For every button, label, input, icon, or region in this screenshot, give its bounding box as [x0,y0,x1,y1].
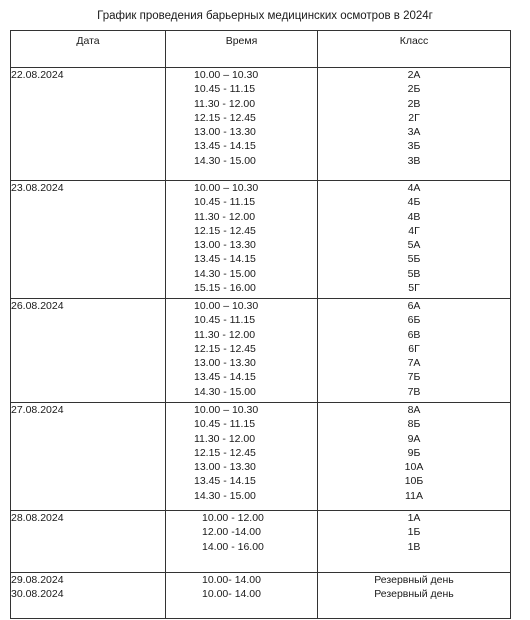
schedule-row [11,68,511,181]
date-cell [11,68,166,181]
time-slot: 13.45 - 14.15 [194,475,256,488]
time-cell [166,299,318,403]
class-name: 5В [407,267,421,280]
time-slot: 15.15 - 16.00 [194,282,256,295]
date-text: 27.08.2024 [11,404,64,416]
schedule-row [11,573,511,619]
class-name: 3А [407,126,421,139]
time-cell [166,181,318,299]
class-name: 6В [407,328,421,341]
class-name: 4Г [408,224,420,237]
time-slot: 13.00 - 13.30 [194,357,256,370]
class-name: 10А [404,461,424,474]
time-slot: 10.45 - 11.15 [194,314,256,327]
class-name: 6Б [407,314,421,327]
schedule-row [11,403,511,511]
time-slot: 13.00 - 13.30 [194,126,256,139]
class-cell [318,573,511,619]
class-name: 1А [407,512,421,524]
class-name: Резервный день [374,574,454,586]
time-slot: 13.45 - 14.15 [194,253,256,266]
time-cell [166,573,318,619]
date-text: 29.08.2024 [11,574,64,586]
time-slot: 10.00- 14.00 [202,574,261,586]
date-text: 28.08.2024 [11,512,64,524]
class-name: 5Г [408,282,420,295]
time-slot: 14.30 - 15.00 [194,489,256,502]
time-slot: 12.15 - 12.45 [194,446,256,459]
date-text: 26.08.2024 [11,300,64,312]
time-slot: 14.30 - 15.00 [194,385,256,398]
time-slot: 12.15 - 12.45 [194,224,256,237]
time-cell [166,403,318,511]
class-name: 1Б [407,526,421,539]
date-text: 30.08.2024 [11,588,64,601]
time-slot: 13.00 - 13.30 [194,461,256,474]
class-name: 7Б [407,371,421,384]
schedule-row [11,299,511,403]
class-name: 4А [407,182,421,194]
class-name: 2Б [407,83,421,96]
class-name: 7А [407,357,421,370]
class-name: 6Г [408,342,420,355]
class-name: 9А [407,432,421,445]
time-slot: 10.00 – 10.30 [194,182,259,194]
time-slot: 12.00 -14.00 [202,526,261,539]
schedule-body [11,68,511,619]
class-name: 7В [407,385,421,398]
date-text: 23.08.2024 [11,182,64,194]
date-cell [11,181,166,299]
date-cell [11,511,166,573]
class-name: 11А [405,489,423,502]
class-name: 10Б [404,475,424,488]
time-cell [166,68,318,181]
class-cell [318,403,511,511]
time-slot: 11.30 - 12.00 [194,97,256,110]
date-cell [11,403,166,511]
class-name: Резервный день [374,588,454,601]
header-class: Класс [318,31,511,68]
header-row [11,31,511,68]
time-cell [166,511,318,573]
time-slot: 10.00- 14.00 [202,588,261,601]
time-slot: 13.45 - 14.15 [194,371,256,384]
class-name: 4В [407,210,421,223]
schedule-table [10,30,511,619]
class-name: 3Б [407,140,421,153]
time-slot: 13.00 - 13.30 [194,239,256,252]
date-cell [11,573,166,619]
time-slot: 11.30 - 12.00 [194,328,256,341]
class-cell [318,299,511,403]
time-slot: 10.00 – 10.30 [194,300,259,312]
schedule-row [11,181,511,299]
time-slot: 14.30 - 15.00 [194,267,256,280]
class-name: 8А [407,404,421,416]
time-slot: 11.30 - 12.00 [194,210,256,223]
date-cell [11,299,166,403]
header-time: Время [166,31,318,68]
class-name: 1В [407,540,421,553]
time-slot: 10.00 – 10.30 [194,404,259,416]
class-name: 2Г [408,111,420,124]
document-title: График проведения барьерных медицинских осмотров в 2024г [97,10,433,22]
class-name: 4Б [407,196,421,209]
class-name: 9Б [407,446,421,459]
class-name: 8Б [407,418,421,431]
time-slot: 10.00 – 10.30 [194,69,259,81]
time-slot: 10.45 - 11.15 [194,418,256,431]
time-slot: 12.15 - 12.45 [194,342,256,355]
time-slot: 10.45 - 11.15 [194,83,256,96]
header-date: Дата [11,31,166,68]
class-cell [318,68,511,181]
class-name: 2В [407,97,421,110]
date-text: 22.08.2024 [11,69,64,81]
class-name: 5А [407,239,421,252]
time-slot: 14.00 - 16.00 [202,540,264,553]
schedule-row [11,511,511,573]
time-slot: 14.30 - 15.00 [194,154,256,167]
class-cell [318,181,511,299]
class-name: 3В [407,154,421,167]
time-slot: 10.45 - 11.15 [194,196,256,209]
class-cell [318,511,511,573]
time-slot: 11.30 - 12.00 [194,432,256,445]
time-slot: 10.00 - 12.00 [202,512,264,524]
class-name: 2А [407,69,421,81]
time-slot: 12.15 - 12.45 [194,111,256,124]
class-name: 6А [407,300,421,312]
class-name: 5Б [407,253,421,266]
time-slot: 13.45 - 14.15 [194,140,256,153]
